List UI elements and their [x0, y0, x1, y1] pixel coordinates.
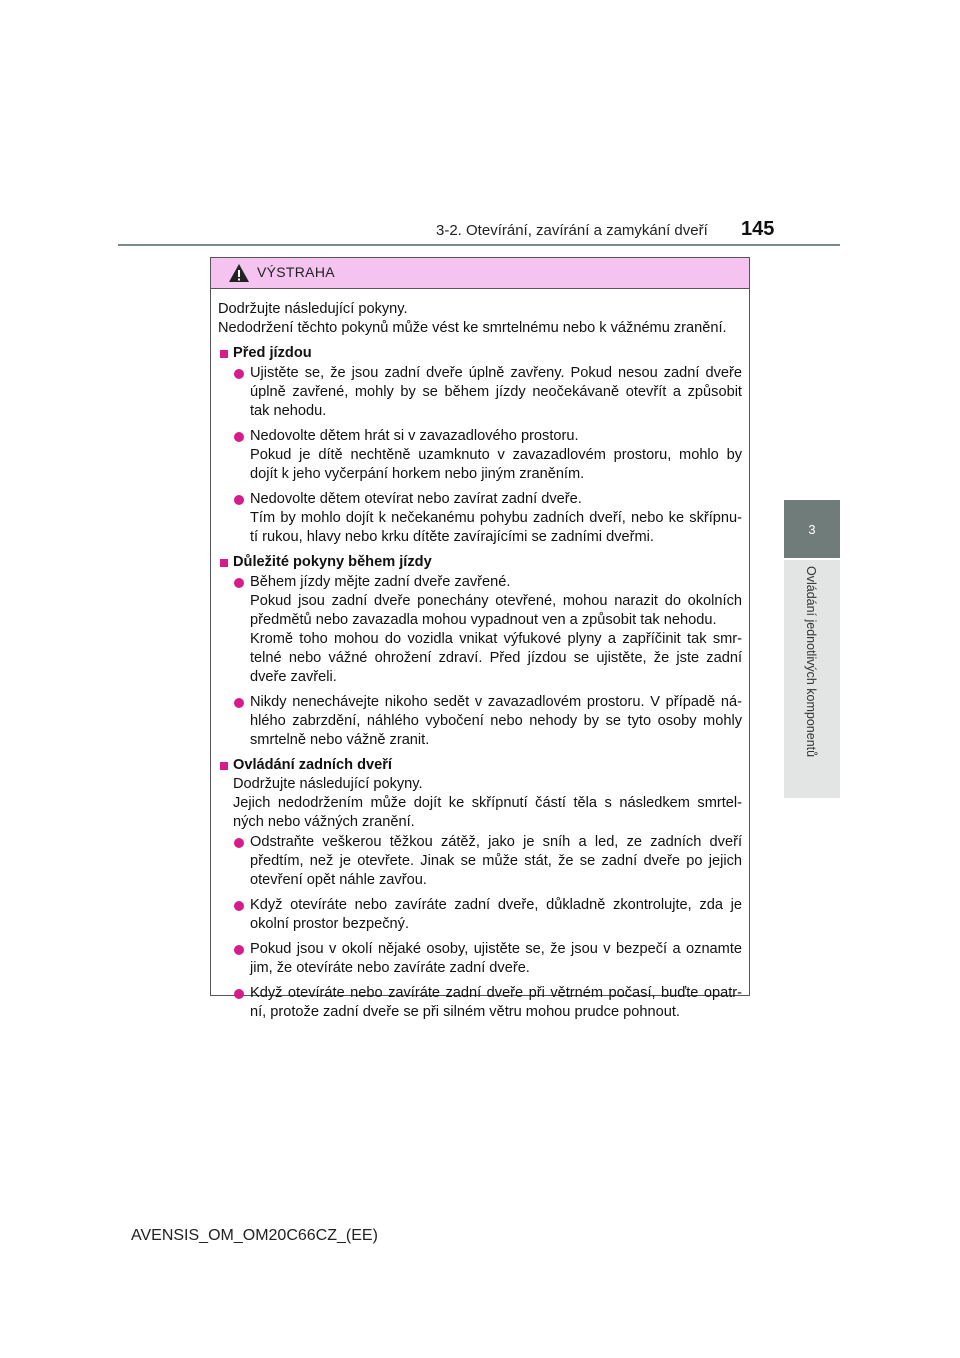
item-line: Pokud jsou v okolí nějaké osoby, ujistěte se, že jsou v bezpečí a oznamte: [250, 941, 742, 957]
footer-code: AVENSIS_OM_OM20C66CZ_(EE): [131, 1227, 378, 1244]
warning-header: [211, 258, 749, 289]
item-line: Odstraňte veškerou těžkou zátěž, jako je sníh a led, ze zadních dveří: [250, 834, 742, 850]
item-line: hlého zabrzdění, náhlého vybočení nebo nehody by se tyto osoby mohly: [250, 713, 742, 729]
item-line: dveře zavřeli.: [250, 669, 337, 685]
item-line: Nedovolte dětem hrát si v zavazadlového prostoru.: [250, 428, 579, 444]
chapter-tab: 3: [784, 500, 840, 558]
list-item: [233, 693, 742, 750]
bullet-icon: [234, 989, 244, 999]
item-line: Ujistěte se, že jsou zadní dveře úplně zavřeny. Pokud nesou zadní dveře: [250, 365, 742, 381]
item-line: Pokud je dítě nechtěně uzamknuto v zavazadlovém prostoru, mohlo by: [250, 447, 742, 463]
section-title: Důležité pokyny během jízdy: [233, 554, 432, 570]
item-line: smrtelně nebo vážně zranit.: [250, 732, 430, 748]
item-line: Když otevíráte nebo zavíráte zadní dveře, důkladně zkontrolujte, zda je: [250, 897, 742, 913]
section-square-icon: [220, 762, 228, 770]
bullet-icon: [234, 578, 244, 588]
item-line: Tím by mohlo dojít k nečekanému pohybu zadních dveří, nebo ke skřípnu-: [250, 510, 742, 526]
list-item: [233, 984, 742, 1022]
item-line: Když otevíráte nebo zavíráte zadní dveře při větrném počasí, buďte opatr-: [250, 985, 742, 1001]
item-line: jim, že otevíráte nebo zavíráte zadní dveře.: [250, 960, 530, 976]
bullet-icon: [234, 698, 244, 708]
section-intro-line: Jejich nedodržením může dojít ke skřípnutí částí těla s následkem smrtel-: [233, 795, 742, 811]
bullet-icon: [234, 432, 244, 442]
chapter-title: Ovládání jednotlivých komponentů: [804, 566, 818, 758]
item-line: okolní prostor bezpečný.: [250, 916, 409, 932]
section-while-driving: [218, 553, 742, 750]
item-line: Pokud jsou zadní dveře ponechány otevřené, mohou narazit do okolních: [250, 593, 742, 609]
header-section-title: 3-2. Otevírání, zavírání a zamykání dveří: [436, 222, 708, 239]
list-item: [233, 490, 742, 547]
warning-box: [210, 257, 750, 1020]
section-back-door-operation: [218, 756, 742, 1022]
bullet-icon: [234, 945, 244, 955]
bullet-icon: [234, 369, 244, 379]
warning-body: [211, 289, 749, 1022]
bullet-icon: [234, 495, 244, 505]
item-line: telné nebo vážné ohrožení zdraví. Před jízdou se ujistěte, že jste zadní: [250, 650, 742, 666]
section-before-driving: [218, 344, 742, 547]
list-item: [233, 896, 742, 934]
bullet-icon: [234, 901, 244, 911]
item-line: Kromě toho mohou do vozidla vnikat výfukové plyny a zapříčinit tak smr-: [250, 631, 742, 647]
list-item: [233, 833, 742, 890]
list-item: [233, 573, 742, 687]
item-line: otevření opět náhle zavřou.: [250, 872, 427, 888]
page-number: 145: [741, 218, 775, 240]
section-square-icon: [220, 559, 228, 567]
item-line: předmětů nebo zavazadla mohou vypadnout ven a způsobit tak nehodu.: [250, 612, 717, 628]
item-line: tak nehodu.: [250, 403, 327, 419]
item-line: dojít k jeho vyčerpání horkem nebo jiným zraněním.: [250, 466, 585, 482]
item-line: úplně zavřené, mohly by se během jízdy neočekávaně otevřít a způsobit: [250, 384, 742, 400]
intro-line: Nedodržení těchto pokynů může vést ke smrtelnému nebo k vážnému zranění.: [218, 320, 727, 336]
section-title: Před jízdou: [233, 345, 312, 361]
item-line: ní, protože zadní dveře se při silném větru mohou prudce pohnout.: [250, 1004, 680, 1020]
warning-triangle-icon: [228, 263, 250, 283]
item-line: Nikdy nenechávejte nikoho sedět v zavazadlovém prostoru. V případě ná-: [250, 694, 742, 710]
bullet-icon: [234, 838, 244, 848]
list-item: [233, 427, 742, 484]
item-line: tí rukou, hlavy nebo krku dítěte zavírajícími se zadními dveřmi.: [250, 529, 654, 545]
list-item: [233, 940, 742, 978]
item-line: Nedovolte dětem otevírat nebo zavírat zadní dveře.: [250, 491, 582, 507]
intro-line: Dodržujte následující pokyny.: [218, 301, 408, 317]
section-intro-line: ných nebo vážných zranění.: [233, 814, 415, 830]
warning-label: VÝSTRAHA: [257, 264, 335, 280]
item-line: Během jízdy mějte zadní dveře zavřené.: [250, 574, 511, 590]
item-line: předtím, než je otevřete. Jinak se může stát, že se zadní dveře po jejich: [250, 853, 742, 869]
section-square-icon: [220, 350, 228, 358]
list-item: [233, 364, 742, 421]
section-intro-line: Dodržujte následující pokyny.: [233, 776, 423, 792]
header-divider: [118, 244, 840, 246]
section-title: Ovládání zadních dveří: [233, 757, 392, 773]
